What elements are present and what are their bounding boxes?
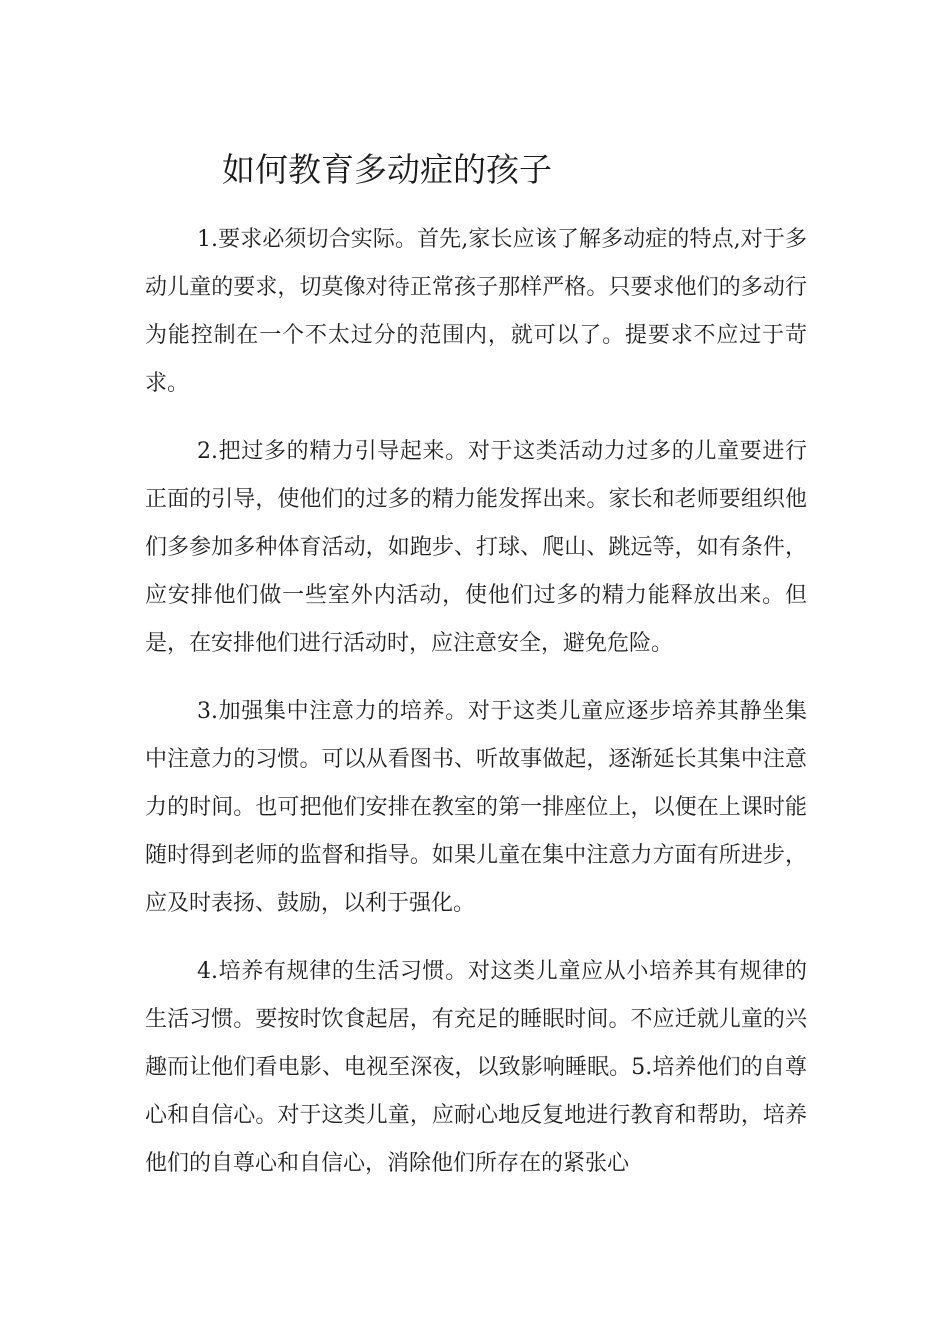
paragraph-4: 4.培养有规律的生活习惯。对这类儿童应从小培养其有规律的生活习惯。要按时饮食起居，有充足的睡眠时间。不应迁就儿童的兴趣而让他们看电影、电视至深夜，以致影响睡眠。5.培养他们的自尊心和自信心。对于这类儿童，应耐心地反复地进行教育和帮助，培养他们的自尊心和自信心，消除他们所存在的紧张心 [145,959,807,1176]
paragraph-1: 1.要求必须切合实际。首先,家长应该了解多动症的特点,对于多动儿童的要求，切莫像对待正常孩子那样严格。只要求他们的多动行为能控制在一个不太过分的范围内，就可以了。提要求不应过于苛求。 [145,227,807,396]
document-body [145,216,807,1208]
paragraph-3: 3.加强集中注意力的培养。对于这类儿童应逐步培养其静坐集中注意力的习惯。可以从看图书、听故事做起，逐渐延长其集中注意力的时间。也可把他们安排在教室的第一排座位上，以便在上课时能随时得到老师的监督和指导。如果儿童在集中注意力方面有所进步，应及时表扬、鼓励，以利于强化。 [145,699,807,916]
document-title: 如何教育多动症的孩子 [222,150,552,189]
paragraph-2: 2.把过多的精力引导起来。对于这类活动力过多的儿童要进行正面的引导，使他们的过多的精力能发挥出来。家长和老师要组织他们多参加多种体育活动，如跑步、打球、爬山、跳远等，如有条件，应安排他们做一些室外内活动，使他们过多的精力能释放出来。但是，在安排他们进行活动时，应注意安全，避免危险。 [145,439,807,656]
